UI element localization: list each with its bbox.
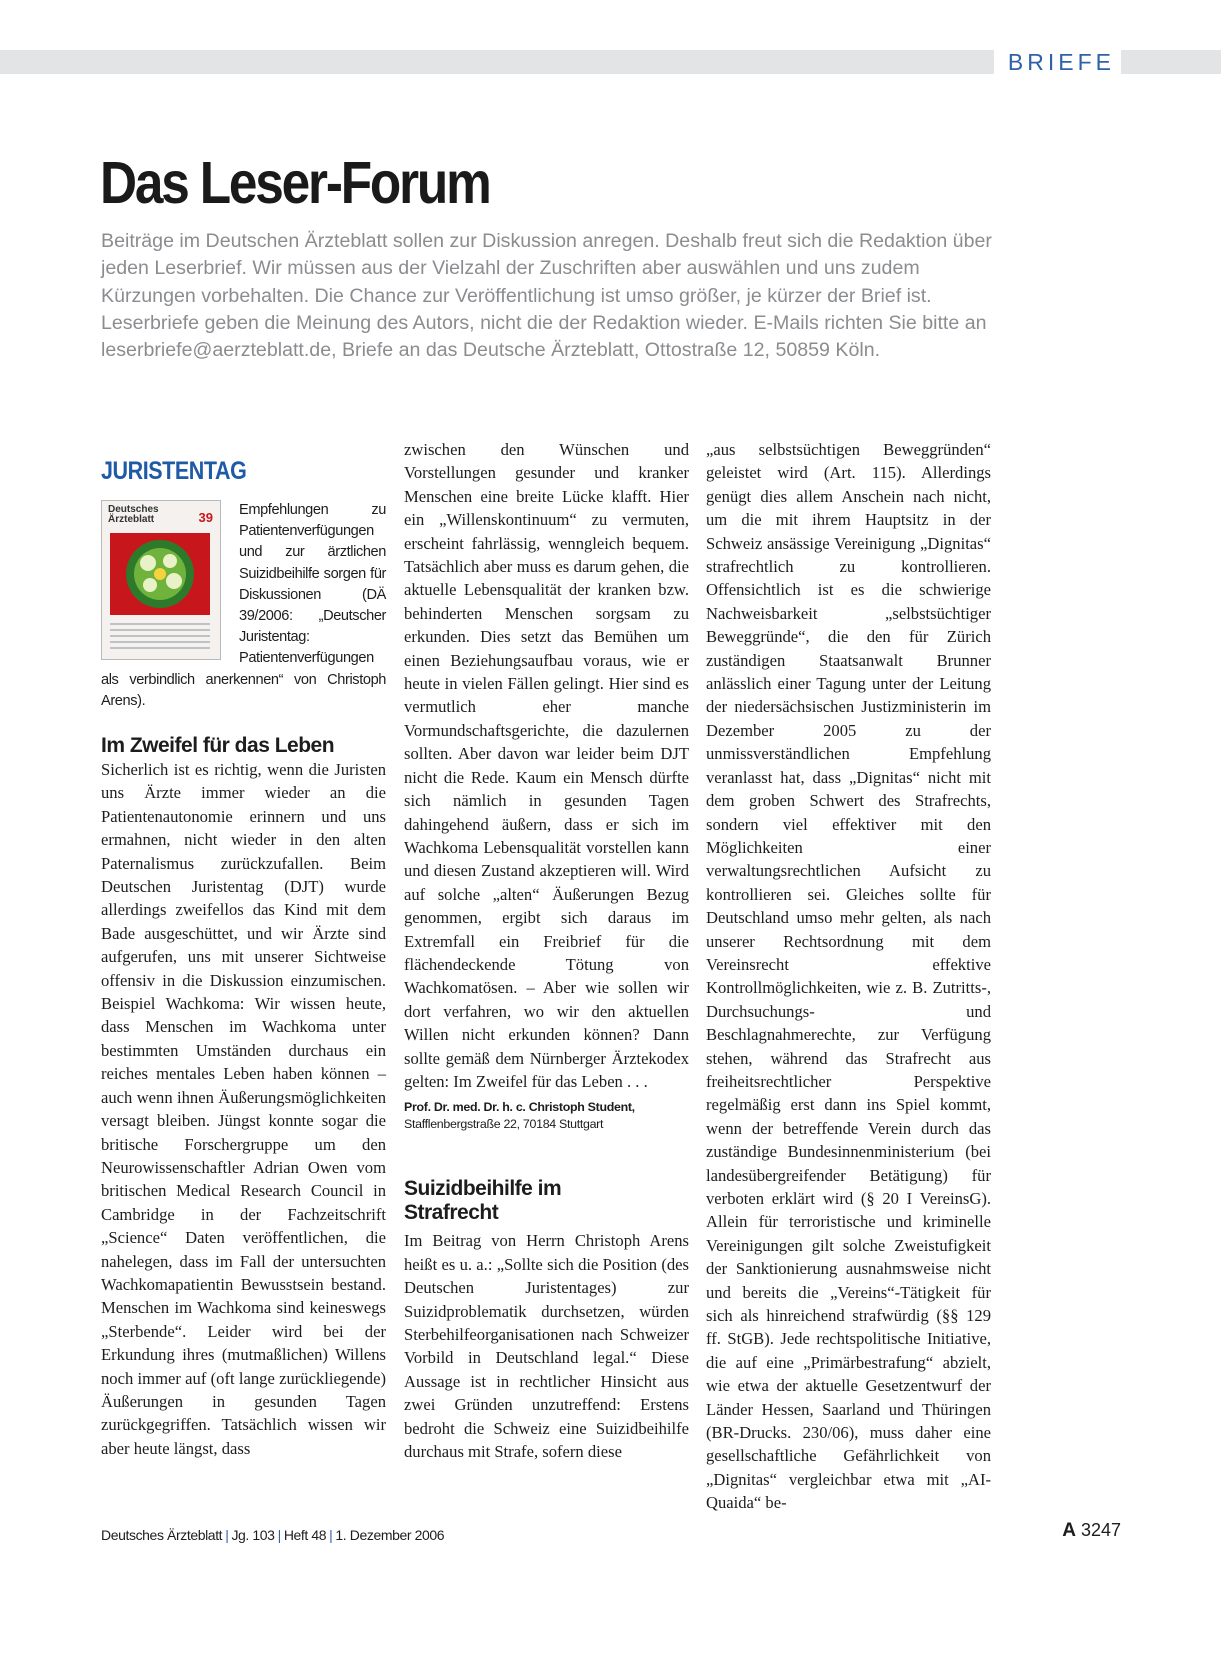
letter-1-author-name: Prof. Dr. med. Dr. h. c. Christoph Student,: [404, 1100, 635, 1115]
page-title: Das Leser-Forum: [100, 150, 490, 216]
intro-text: Beiträge im Deutschen Ärzteblatt sollen zur Diskussion anregen. Deshalb freut sich die Redaktion über jeden Leserbrief. Wir müssen aus der Vielzahl der Zuschriften aber auswählen und uns zudem Kürzungen vorbehalten. Die Chance zur Veröffentlichung ist umso größer, je kürzer der Brief ist. Leserbriefe geben die Meinung des Autors, nicht die der Redaktion wieder. E-Mails richten Sie bitte an leserbriefe@aerzteblatt.de, Briefe an das Deutsche Ärzteblatt, Ottostraße 12, 50859 Köln.: [101, 230, 992, 362]
letter-2-heading: Suizidbeihilfe im Strafrecht: [404, 1177, 562, 1225]
footer-volume: Jg. 103: [231, 1527, 275, 1543]
letter-1-author: [404, 1099, 689, 1133]
letter-2-body-part-2: „aus selbstsüchtigen Beweggründen“ geleistet wird (Art. 115). Allerdings genügt dies allem Anschein nach nicht, um die mit ihrem Hauptsitz in der Schweiz ansässige Vereinigung „Dignitas“ strafrechtlich zu kontrollieren. Offensichtlich ist es die schwierige Nachweisbarkeit „selbstsüchtiger Beweggründe“, die den für Zürich zuständigen Staatsanwalt Brunner anlässlich einer Tagung unter der Leitung der niedersächsischen Justizministerin im Dezember 2005 zu der unmissverständlichen Empfehlung veranlasst hat, dass „Dignitas“ nicht mit dem groben Schwert des Strafrechts, sondern viel effektiver mit den Möglichkeiten einer verwaltungsrechtlichen Aufsicht zu kontrollieren sei. Gleiches sollte für Deutschland umso mehr gelten, als nach unserer Rechtsordnung mit dem Vereinsrecht effektive Kontrollmöglichkeiten, wie z. B. Zutritts-, Durchsuchungs- und Beschlagnahmerechte, zur Verfügung stehen, während das Strafrecht aus freiheitsrechtlicher Perspektive regelmäßig erst dann ins Spiel kommt, wenn der betreffende Verein durch das zuständige Bundesinnenministerium (bei landesübergreifender Betätigung) für verboten erklärt wird (§ 20 I VereinsG). Allein für terroristische und kriminelle Vereinigungen gilt solche Zweistufigkeit der Sanktionierung ausnahmsweise nicht und bereits die „Vereins“-Tätigkeit für sich als hinreichend strafwürdig (§§ 129 ff. StGB). Jede rechtspolitische Initiative, die auf eine „Primärbestrafung“ abzielt, wie etwa der aktuelle Gesetzentwurf der Länder Hessen, Saarland und Thüringen (BR-Drucks. 230/06), muss daher eine gesellschaftliche Gefährlichkeit von „Dignitas“ vergleichbar etwa mit „AI-Quaida“ be-: [706, 440, 991, 1513]
footer-separator: |: [225, 1527, 229, 1543]
footer-journal: Deutsches Ärzteblatt: [101, 1527, 223, 1543]
page-prefix: A: [1062, 1520, 1076, 1541]
column-1: [101, 452, 386, 1460]
footer-separator: |: [277, 1527, 281, 1543]
letter-1-author-address: Stafflenbergstraße 22, 70184 Stuttgart: [404, 1117, 604, 1132]
topic-kicker: JURISTENTAG: [101, 457, 247, 485]
letter-1-body-part-1: Sicherlich ist es richtig, wenn die Juristen uns Ärzte immer wieder an die Patientenautonomie erinnern und uns ermahnen, nicht wieder in den alten Paternalismus zurückzufallen. Beim Deutschen Juristentag (DJT) wurde allerdings zweifellos das Kind mit dem Bade ausgeschüttet, und wir Ärzte sind aufgerufen, uns mit unserer Sichtweise offensiv in die Diskussion einzumischen. Beispiel Wachkoma: Wir wissen heute, dass Menschen im Wachkoma unter bestimmten Umständen durchaus ein reiches mentales Leben haben können – auch wenn ihnen Äußerungsmöglichkeiten versagt bleiben. Jüngst konnte sogar die britische Forschergruppe um den Neurowissenschaftler Adrian Owen vom britischen Medical Research Council in Cambridge in der Fachzeitschrift „Science“ Daten veröffentlichen, die nahelegen, dass im Fall der untersuchten Wachkomapatientin Bewusstsein bestand. Menschen im Wachkoma sind keineswegs „Sterbende“. Leider wird bei der Erkundung ihres (mutmaßlichen) Willens noch immer auf (oft lange zurückliegende) Äußerungen in gesunden Tagen zurückgegriffen. Tatsächlich wissen wir aber heute längst, dass: [101, 760, 386, 1458]
footer-issue: Heft 48: [283, 1527, 327, 1543]
footer-separator: |: [329, 1527, 333, 1543]
footer-date: 1. Dezember 2006: [335, 1527, 445, 1543]
teaser-text: [101, 500, 386, 712]
column-3: [706, 440, 991, 1515]
letter-2-body-part-1: Im Beitrag von Herrn Christoph Arens heißt es u. a.: „Sollte sich die Position (des Deutschen Juristentages) zur Suizidproblematik durchsetzen, würden Sterbehilfeorganisationen nach Schweizer Vorbild in Deutschland legal.“ Diese Aussage ist in rechtlicher Hinsicht aus zwei Gründen unzutreffend: Erstens bedroht die Schweiz eine Suizidbeihilfe durchaus mit Strafe, sofern diese: [404, 1231, 689, 1462]
page-number: [1062, 1520, 1121, 1542]
letter-1-body-part-2: zwischen den Wünschen und Vorstellungen gesunder und kranker Menschen eine breite Lücke klafft. Hier ein „Willenskontinuum“ zu vermuten, erscheint fahrlässig, wenngleich bequem. Tatsächlich aber muss es darum gehen, die aktuelle Lebensqualität der kranken bzw. behinderten Menschen sorgsam zu erkunden. Dies setzt das Bemühen um einen Beziehungsaufbau voraus, wie er heute in vielen Fällen gelingt. Hier sind es vermutlich eher manche Vormundschaftsgerichte, die dazulernen sollten. Aber davon war leider beim DJT nicht die Rede. Kaum ein Mensch dürfte sich nämlich in gesunden Tagen dahingehend äußern, dass er sich im Wachkoma Lebensqualität vorstellen kann und diesen Zustand akzeptieren will. Wird auf solche „alten“ Äußerungen Bezug genommen, ergibt sich daraus im Extremfall ein Freibrief für die flächendeckende Tötung von Wachkomatösen. – Aber wie sollen wir dort verfahren, wo wir den aktuellen Willen nicht erkunden können? Dann sollte gemäß dem Nürnberger Ärztekodex gelten: Im Zweifel für das Leben . . .: [404, 440, 689, 1091]
letter-1-heading: Im Zweifel für das Leben: [101, 734, 335, 757]
teaser-box: [101, 500, 386, 720]
cover-title: Deutsches Ärzteblatt: [108, 504, 159, 525]
teaser-content: Empfehlungen zu Patientenverfügungen und zur ärztlichen Suizidbeihilfe sorgen für Diskussionen (DÄ 39/2006: „Deutscher Juristentag: Patientenverfügungen als verbindlich anerkennen“ von Christoph Arens).: [101, 502, 386, 709]
page-number-value: 3247: [1080, 1520, 1121, 1540]
column-2: [404, 440, 689, 1463]
section-label: BRIEFE: [994, 48, 1121, 76]
cover-issue-number: 39: [198, 510, 213, 525]
footer-citation: [101, 1527, 444, 1543]
